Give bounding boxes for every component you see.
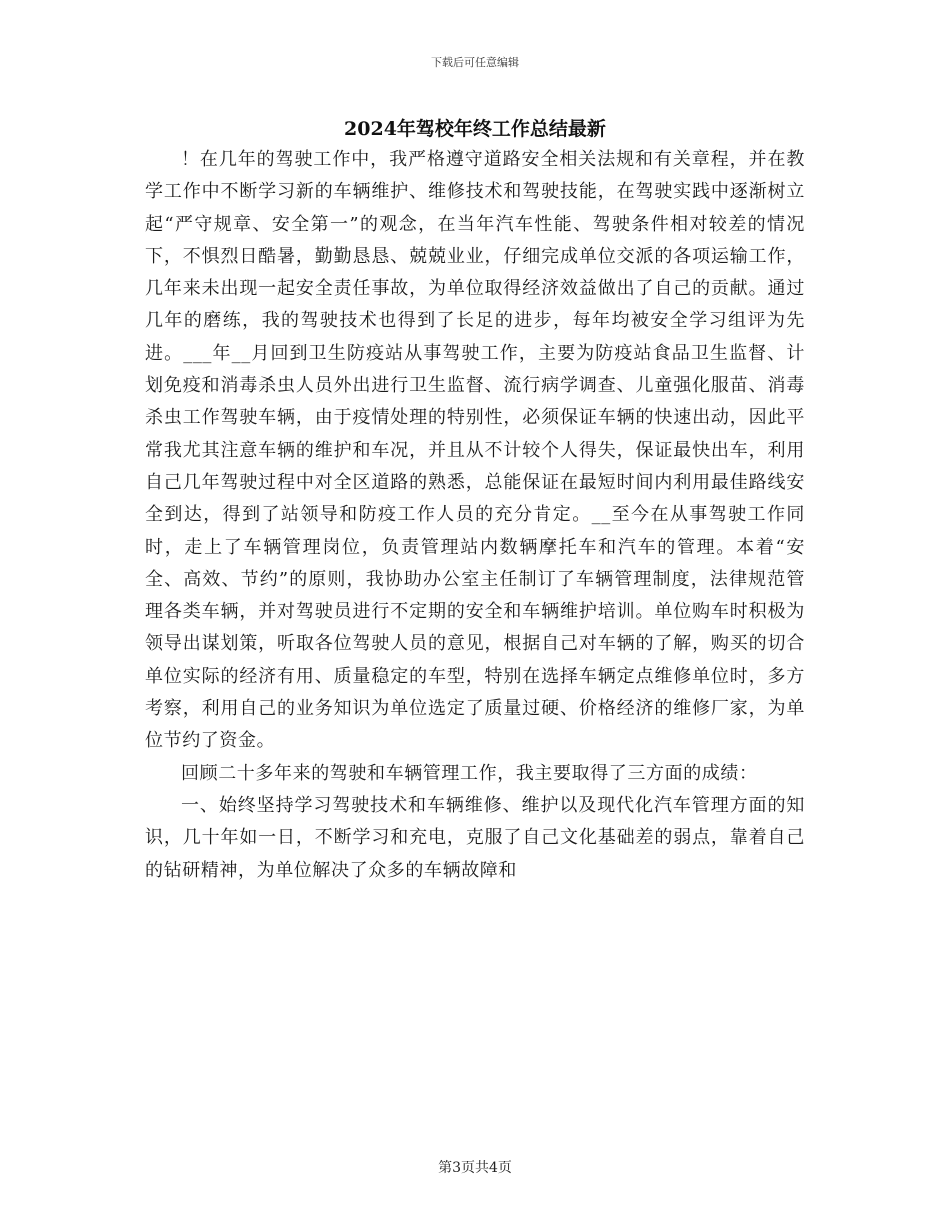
page-number-footer: 第3页共4页 (438, 1160, 512, 1176)
document-title: 2024年驾校年终工作总结最新 (344, 118, 606, 140)
body-paragraph-1: ！在几年的驾驶工作中，我严格遵守道路安全相关法规和有关章程，并在教学工作中不断学习新的车辆维护、维修技术和驾驶技能，在驾驶实践中逐渐树立起“严守规章、安全第一”的观念，在当年汽车性能、驾驶条件相对较差的情况下，不惧烈日酷暑，勤勤恳恳、兢兢业业，仔细完成单位交派的各项运输工作，几年来未出现一起安全责任事故，为单位取得经济效益做出了自己的贡献。通过几年的磨练，我的驾驶技术也得到了长足的进步，每年均被安全学习组评为先进。___年__月回到卫生防疫站从事驾驶工作，主要为防疫站食品卫生监督、计划免疫和消毒杀虫人员外出进行卫生监督、流行病学调查、儿童强化服苗、消毒杀虫工作驾驶车辆，由于疫情处理的特别性，必须保证车辆的快速出动，因此平常我尤其注意车辆的维护和车况，并且从不计较个人得失，保证最快出车，利用自己几年驾驶过程中对全区道路的熟悉，总能保证在最短时间内利用最佳路线安全到达，得到了站领导和防疫工作人员的充分肯定。__至今在从事驾驶工作同时，走上了车辆管理岗位，负责管理站内数辆摩托车和汽车的管理。本着“安全、高效、节约”的原则，我协助办公室主任制订了车辆管理制度，法律规范管理各类车辆，并对驾驶员进行不定期的安全和车辆维护培训。单位购车时积极为领导出谋划策，听取各位驾驶人员的意见，根据自己对车辆的了解，购买的切合单位实际的经济有用、质量稳定的车型，特别在选择车辆定点维修单位时，多方考察，利用自己的业务知识为单位选定了质量过硬、价格经济的维修厂家，为单位节约了资金。 (145, 149, 805, 752)
document-body (145, 144, 805, 887)
body-paragraph-2: 回顾二十多年来的驾驶和车辆管理工作，我主要取得了三方面的成绩： (181, 762, 758, 784)
page-header-note: 下载后可任意编辑 (431, 56, 519, 69)
body-paragraph-3: 一、始终坚持学习驾驶技术和车辆维修、维护以及现代化汽车管理方面的知识，几十年如一日，不断学习和充电，克服了自己文化基础差的弱点，靠着自己的钻研精神，为单位解决了众多的车辆故障和 (145, 794, 805, 881)
